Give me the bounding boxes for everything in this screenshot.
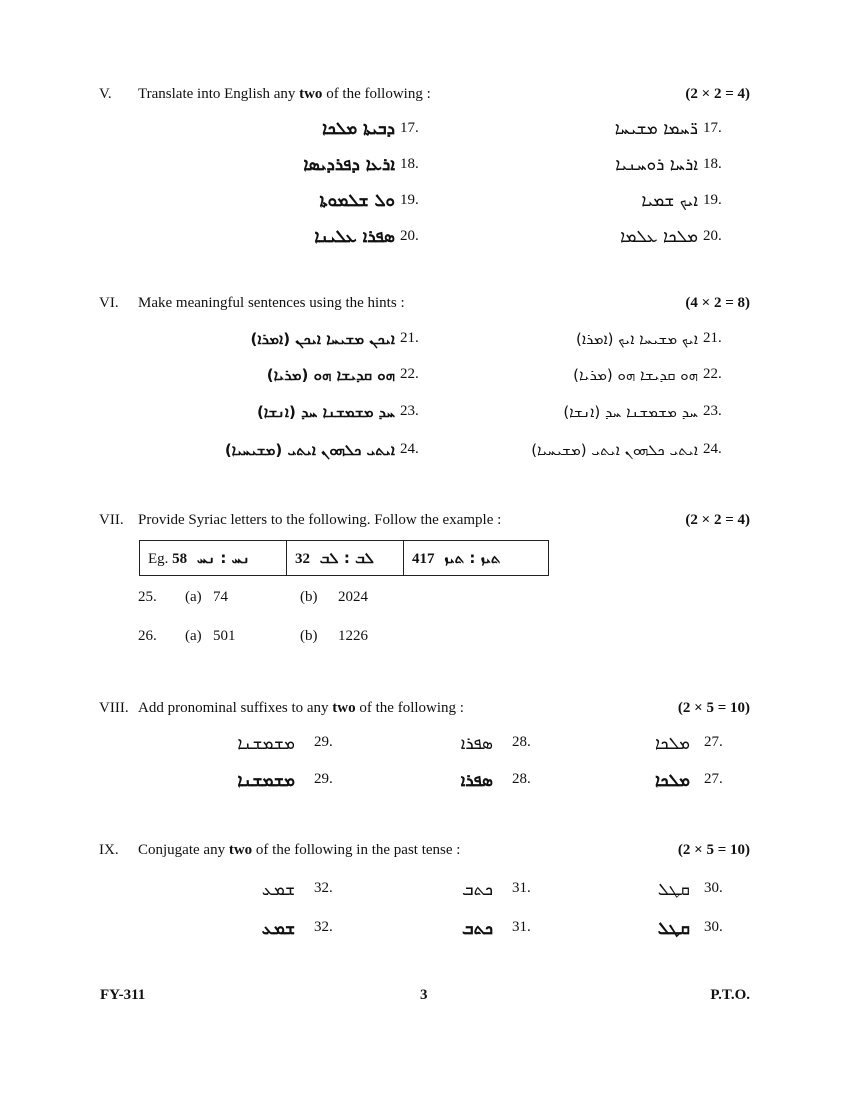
question-18-west-number: 18.: [703, 156, 722, 172]
page-number: 3: [420, 987, 428, 1003]
question-29-east-number: 29.: [314, 771, 333, 787]
question-32-west: ܫܡܥ: [261, 880, 295, 900]
question-22-east: ܗܘ ܩܕܝܫܐ ܗܘ (ܡܪܝܐ): [266, 366, 395, 384]
section-vii-title: Provide Syriac letters to the following. Follow the example :: [138, 512, 502, 528]
section-vi-number: VI.: [99, 295, 119, 311]
question-23-west: ܚܕ ܡܫܡܫܢܐ ܚܕ (ܐܢܫܐ): [563, 403, 698, 421]
question-22-east-number: 22.: [400, 366, 419, 382]
question-21-west: ܐܝܟ ܡܫܝܚܐ ܐܝܟ (ܐܡܪܐ): [575, 330, 698, 348]
example-cell-1: [140, 541, 287, 576]
question-28-east-number: 28.: [512, 771, 531, 787]
question-29-east: ܡܫܡܫܢܐ: [237, 771, 295, 791]
question-31-east-number: 31.: [512, 919, 531, 935]
question-26-number: 26.: [138, 628, 157, 644]
question-22-west-number: 22.: [703, 366, 722, 382]
section-v-title: Translate into English any two of the following :: [138, 86, 431, 102]
question-25b-value: 2024: [338, 589, 368, 605]
question-19-east-number: 19.: [400, 192, 419, 208]
question-21-east: ܐܝܟܢ ܡܫܝܚܐ ܐܝܟܢ (ܐܡܪܐ): [250, 330, 395, 348]
example-3-number: 417: [412, 550, 435, 567]
section-ix-marks: (2 × 5 = 10): [677, 842, 750, 858]
section-viii-number: VIII.: [99, 700, 129, 716]
question-18-west: ܐܪܚܐ ܪܘܚܢܝܐ: [615, 155, 698, 175]
section-vi-title: Make meaningful sentences using the hints :: [138, 295, 405, 311]
question-32-west-number: 32.: [314, 880, 333, 896]
question-27-west: ܡܠܟܐ: [654, 734, 690, 754]
question-22-west: ܗܘ ܩܕܝܫܐ ܗܘ (ܡܪܝܐ): [573, 366, 698, 384]
section-v-number: V.: [99, 86, 112, 102]
section-ix-title: Conjugate any two of the following in the past tense :: [138, 842, 461, 858]
section-viii-title: Add pronominal suffixes to any two of the following :: [138, 700, 464, 716]
section-v-marks: (2 × 2 = 4): [685, 86, 750, 102]
question-26b-value: 1226: [338, 628, 368, 644]
question-26b-label: (b): [300, 628, 318, 644]
paper-code: FY-311: [100, 987, 146, 1003]
question-31-west: ܟܬܒ: [462, 880, 493, 900]
question-25a-label: (a): [185, 589, 202, 605]
question-20-west-number: 20.: [703, 228, 722, 244]
example-cell-2: [287, 541, 404, 576]
question-25-number: 25.: [138, 589, 157, 605]
example-prefix: Eg.: [148, 550, 169, 567]
question-24-west: ܐܝܬܝ ܟܠܗܘܢ ܐܝܬܝ (ܡܫܝܚܝܐ): [531, 441, 698, 459]
question-17-west: ܪ̈ܚܡܐ ܡܫܝܚܐ: [614, 119, 698, 139]
question-20-east-number: 20.: [400, 228, 419, 244]
question-17-west-number: 17.: [703, 120, 722, 136]
question-19-west: ܐܝܟ ܫܡܝܐ: [641, 191, 698, 211]
example-table: [139, 540, 549, 576]
question-25b-label: (b): [300, 589, 318, 605]
section-vi-marks: (4 × 2 = 8): [685, 295, 750, 311]
question-31-west-number: 31.: [512, 880, 531, 896]
example-2-number: 32: [295, 550, 310, 567]
section-viii-marks: (2 × 5 = 10): [677, 700, 750, 716]
question-30-west: ܩܛܠ: [657, 880, 690, 900]
question-19-west-number: 19.: [703, 192, 722, 208]
example-2-syriac: ܠܒ : ܠܒ: [319, 548, 374, 567]
question-29-west: ܡܫܡܫܢܐ: [237, 734, 295, 754]
example-cell-3: [404, 541, 549, 576]
question-19-east: ܘܠ ܫܠܡܘܬܐ: [319, 191, 395, 211]
question-30-east: ܩܛܠ: [657, 919, 690, 939]
question-27-west-number: 27.: [704, 734, 723, 750]
question-23-east-number: 23.: [400, 403, 419, 419]
please-turn-over: P.T.O.: [710, 987, 750, 1003]
question-18-east: ܐܪܥܐ ܕܦܪܕܝܣܐ: [303, 155, 395, 175]
question-31-east: ܟܬܒ: [462, 919, 493, 939]
question-23-west-number: 23.: [703, 403, 722, 419]
example-3-syriac: ܬܝܙ : ܬܝܙ: [444, 548, 501, 567]
question-21-east-number: 21.: [400, 330, 419, 346]
question-20-east: ܣܦܪܐ ܥܠܝܢܐ: [314, 227, 395, 247]
question-28-west-number: 28.: [512, 734, 531, 750]
question-27-east: ܡܠܟܐ: [654, 771, 690, 791]
question-26a-label: (a): [185, 628, 202, 644]
question-29-west-number: 29.: [314, 734, 333, 750]
question-24-east: ܐܝܬܝ ܟܠܗܘܢ ܐܝܬܝ (ܡܫܝܚܝܐ): [224, 441, 395, 459]
example-1-syriac: ܢܚ : ܢܚ: [196, 548, 250, 567]
question-23-east: ܚܕ ܡܫܡܫܢܐ ܚܕ (ܐܢܫܐ): [256, 403, 395, 421]
question-27-east-number: 27.: [704, 771, 723, 787]
question-24-west-number: 24.: [703, 441, 722, 457]
section-vii-number: VII.: [99, 512, 124, 528]
question-30-west-number: 30.: [704, 880, 723, 896]
section-vii-marks: (2 × 2 = 4): [685, 512, 750, 528]
question-32-east: ܫܡܥ: [261, 919, 295, 939]
question-26a-value: 501: [213, 628, 236, 644]
section-ix-number: IX.: [99, 842, 119, 858]
question-20-west: ܡܠܟܐ ܥܠܡܐ: [620, 227, 698, 247]
question-25a-value: 74: [213, 589, 228, 605]
question-21-west-number: 21.: [703, 330, 722, 346]
question-28-east: ܣܦܪܐ: [460, 771, 493, 791]
question-18-east-number: 18.: [400, 156, 419, 172]
example-1-number: 58: [172, 550, 188, 567]
question-17-east-number: 17.: [400, 120, 419, 136]
question-32-east-number: 32.: [314, 919, 333, 935]
question-28-west: ܣܦܪܐ: [460, 734, 493, 754]
question-30-east-number: 30.: [704, 919, 723, 935]
question-17-east: ܕܒܝܬܐ ܡܠܟܐ: [322, 119, 395, 139]
question-24-east-number: 24.: [400, 441, 419, 457]
